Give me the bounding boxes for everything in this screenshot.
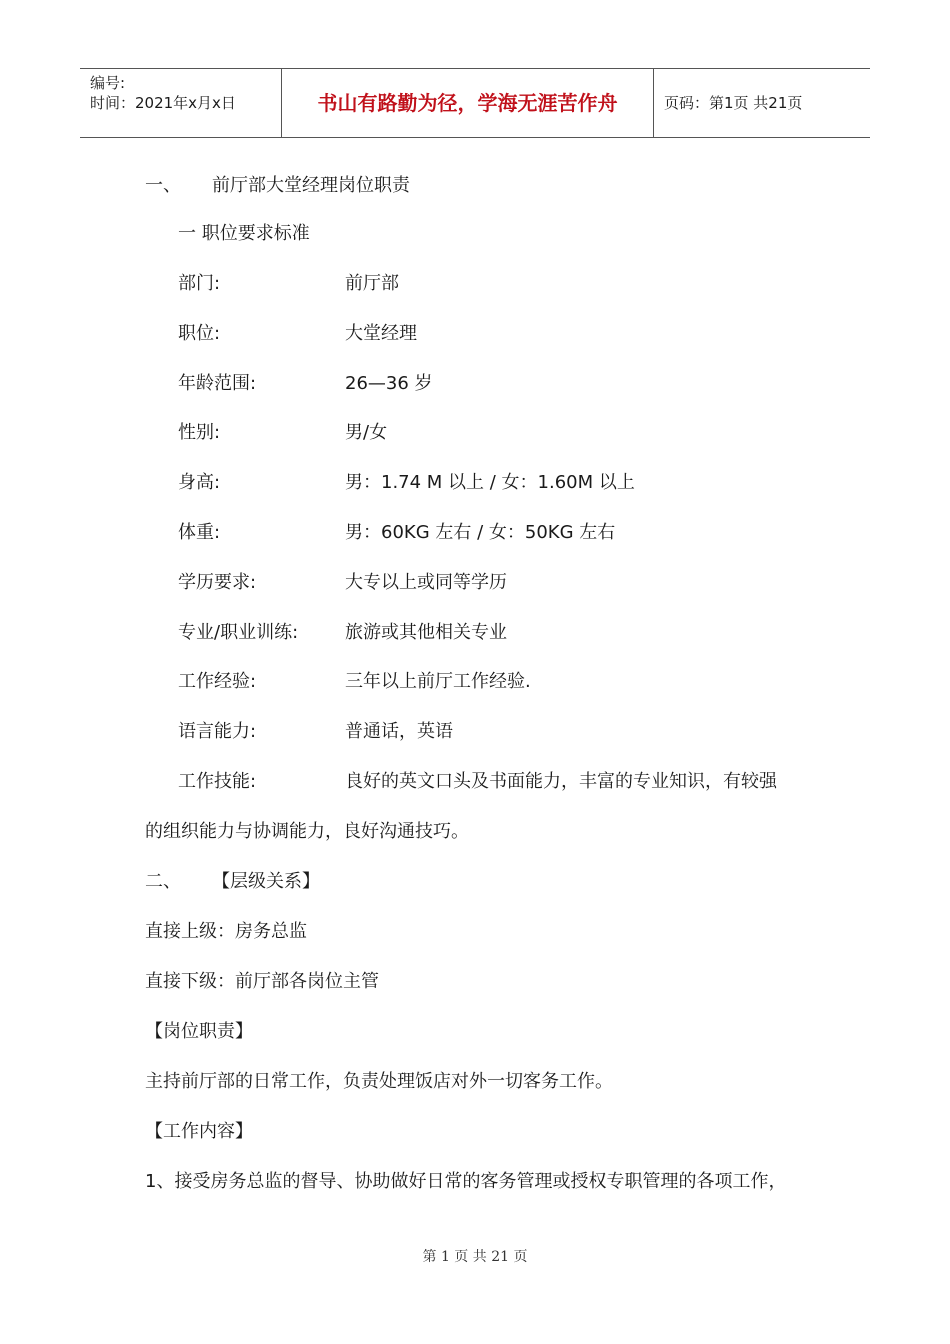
number-label: 编号: bbox=[90, 74, 126, 92]
section1-subtitle: 一 职位要求标准 bbox=[178, 223, 310, 244]
field-value: 旅游或其他相关专业 bbox=[345, 621, 507, 643]
header-meta bbox=[80, 69, 282, 137]
field-value: 前厅部 bbox=[345, 273, 399, 294]
page-header bbox=[80, 68, 870, 138]
direct-subordinate: 直接下级：前厅部各岗位主管 bbox=[145, 971, 379, 992]
field-value: 三年以上前厅工作经验. bbox=[345, 671, 531, 693]
field-label: 性别: bbox=[178, 422, 221, 444]
field-label: 工作经验: bbox=[178, 671, 257, 693]
field-value: 男：1.74 M 以上 / 女：1.60M 以上 bbox=[345, 472, 635, 494]
field-value: 26—36 岁 bbox=[345, 372, 433, 394]
field-label: 年龄范围: bbox=[178, 372, 257, 394]
section1-title: 前厅部大堂经理岗位职责 bbox=[212, 175, 410, 196]
field-value: 男/女 bbox=[345, 422, 388, 444]
duty-text: 主持前厅部的日常工作，负责处理饭店对外一切客务工作。 bbox=[145, 1071, 613, 1092]
field-label: 学历要求: bbox=[178, 571, 257, 593]
field-label: 体重: bbox=[178, 522, 221, 543]
header-page-info: 页码：第1页 共21页 bbox=[664, 94, 803, 112]
field-value: 良好的英文口头及书面能力，丰富的专业知识，有较强 bbox=[345, 771, 777, 792]
field-value: 大堂经理 bbox=[345, 322, 417, 344]
header-motto: 书山有路勤为径，学海无涯苦作舟 bbox=[282, 69, 654, 137]
field-label: 职位: bbox=[178, 322, 221, 344]
field-label: 工作技能: bbox=[178, 771, 257, 792]
content-heading: 【工作内容】 bbox=[145, 1121, 253, 1142]
field-value: 普通话，英语 bbox=[345, 721, 453, 743]
section2-number: 二、 bbox=[145, 871, 181, 892]
field-value: 男：60KG 左右 / 女：50KG 左右 bbox=[345, 522, 616, 543]
content-item-1: 1、接受房务总监的督导、协助做好日常的客务管理或授权专职管理的各项工作， bbox=[145, 1171, 787, 1192]
duty-heading: 【岗位职责】 bbox=[145, 1021, 253, 1042]
skills-continuation: 的组织能力与协调能力，良好沟通技巧。 bbox=[145, 821, 469, 842]
time-label: 时间：2021年x月x日 bbox=[90, 94, 236, 112]
section2-title: 【层级关系】 bbox=[212, 871, 320, 892]
field-value: 大专以上或同等学历 bbox=[345, 571, 507, 593]
section1-number: 一、 bbox=[145, 175, 181, 196]
page-footer: 第 1 页 共 21 页 bbox=[422, 1249, 528, 1265]
field-label: 部门: bbox=[178, 273, 221, 294]
field-label: 身高: bbox=[178, 472, 221, 494]
field-label: 专业/职业训练: bbox=[178, 621, 299, 643]
direct-superior: 直接上级：房务总监 bbox=[145, 921, 307, 942]
field-label: 语言能力: bbox=[178, 721, 257, 743]
